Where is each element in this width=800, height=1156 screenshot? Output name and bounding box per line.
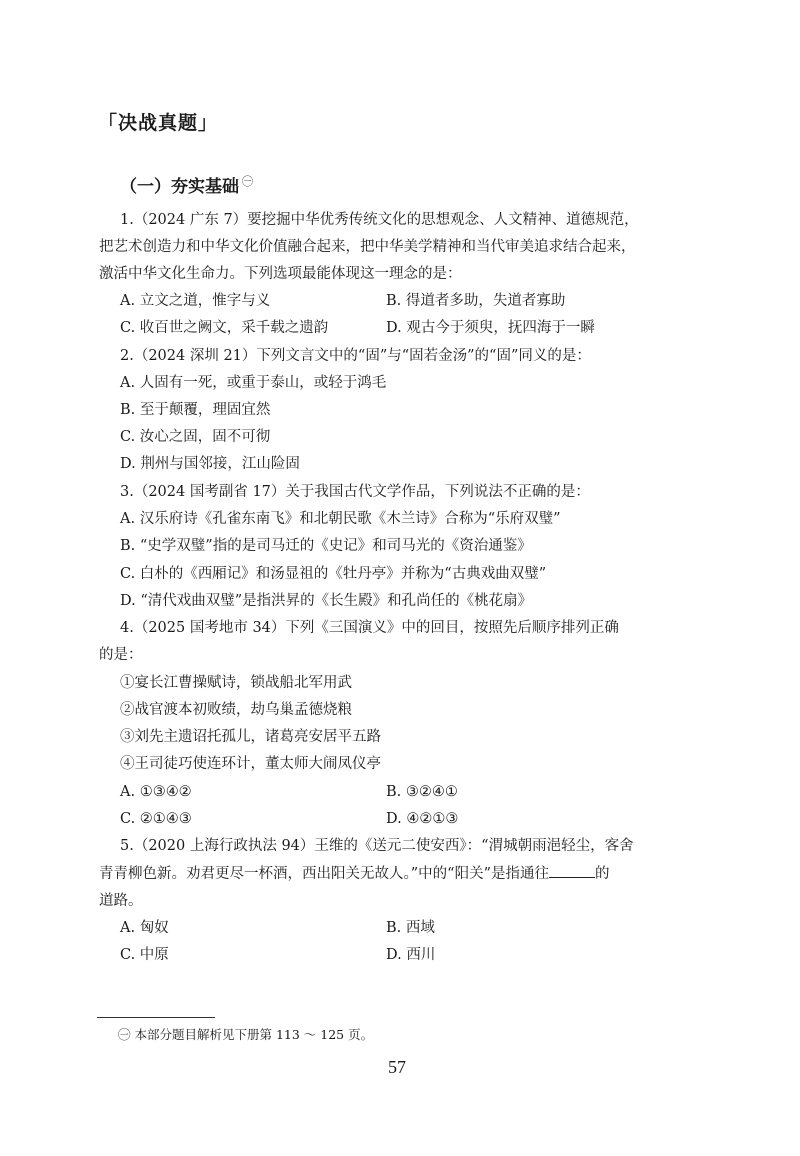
q5-stem-line1: 5.（2020 上海行政执法 94）王维的《送元二使安西》：“渭城朝雨浥轻尘，客舍	[120, 838, 634, 854]
section-title: 「决战真题」	[98, 112, 219, 134]
q1-option-b: B. 得道者多助，失道者寡助	[386, 293, 566, 309]
footnote: ㊀ 本部分题目解析见下册第 113 ～ 125 页。	[118, 1027, 374, 1042]
q5-option-a: A. 匈奴	[120, 920, 169, 936]
q1-option-d: D. 观古今于须臾，抚四海于一瞬	[386, 320, 595, 336]
sub-title	[120, 172, 253, 197]
q4-item-4: ④王司徒巧使连环计，董太师大闹凤仪亭	[120, 756, 381, 772]
footnote-marker: ㊀	[242, 175, 253, 189]
q4-item-2: ②战官渡本初败绩，劫乌巢孟德烧粮	[120, 702, 352, 718]
q2-option-a: A. 人固有一死，或重于泰山，或轻于鸿毛	[120, 375, 387, 391]
q2-option-d: D. 荆州与国邻接，江山险固	[120, 456, 300, 472]
q5-option-b: B. 西域	[386, 920, 435, 936]
q4-option-b: B. ③②④①	[386, 784, 458, 800]
q4-item-3: ③刘先主遗诏托孤儿，诸葛亮安居平五路	[120, 729, 381, 745]
q3-option-a: A. 汉乐府诗《孔雀东南飞》和北朝民歌《木兰诗》合称为“乐府双璧”	[120, 511, 561, 527]
q5-stem-line2-text: 青青柳色新。劝君更尽一杯酒，西出阳关无故人。”中的“阳关”是指通往	[99, 866, 549, 882]
page-number: 57	[388, 1057, 406, 1077]
q1-option-c: C. 收百世之阙文，采千载之遗韵	[120, 320, 329, 336]
q2-option-b: B. 至于颠覆，理固宜然	[120, 402, 271, 418]
q2-option-c: C. 汝心之固，固不可彻	[120, 429, 271, 445]
q1-option-a: A. 立文之道，惟字与义	[120, 293, 271, 309]
sub-title-text: （一）夯实基础	[120, 177, 239, 197]
q1-stem-line3: 激活中华文化生命力。下列选项最能体现这一理念的是：	[99, 266, 462, 282]
answer-blank	[549, 863, 595, 878]
q2-stem: 2.（2024 深圳 21）下列文言文中的“固”与“固若金汤”的“固”同义的是：	[120, 348, 591, 364]
q4-stem-line2: 的是：	[99, 647, 143, 663]
footnote-divider	[97, 1017, 215, 1018]
q3-option-d: D. “清代戏曲双璧”是指洪昇的《长生殿》和孔尚任的《桃花扇》	[120, 593, 533, 609]
q3-option-b: B. “史学双璧”指的是司马迁的《史记》和司马光的《资治通鉴》	[120, 538, 532, 554]
q1-stem-line1: 1.（2024 广东 7）要挖掘中华优秀传统文化的思想观念、人文精神、道德规范，	[120, 212, 639, 228]
q5-option-c: C. 中原	[120, 947, 169, 963]
q3-stem: 3.（2024 国考副省 17）关于我国古代文学作品，下列说法不正确的是：	[120, 484, 590, 500]
q4-stem-line1: 4.（2025 国考地市 34）下列《三国演义》中的回目，按照先后顺序排列正确	[120, 620, 619, 636]
q5-option-d: D. 西川	[386, 947, 436, 963]
q4-item-1: ①宴长江曹操赋诗，锁战船北军用武	[120, 675, 352, 691]
q5-stem-line3: 道路。	[99, 893, 143, 909]
q5-stem-line2	[99, 863, 610, 884]
q5-stem-line2-end: 的	[595, 866, 610, 882]
q1-stem-line2: 把艺术创造力和中华文化价值融合起来，把中华美学精神和当代审美追求结合起来，	[99, 239, 636, 255]
q4-option-a: A. ①③④②	[120, 784, 192, 800]
q4-option-c: C. ②①④③	[120, 811, 192, 827]
q3-option-c: C. 白朴的《西厢记》和汤显祖的《牡丹亭》并称为“古典戏曲双璧”	[120, 566, 547, 582]
q4-option-d: D. ④②①③	[386, 811, 459, 827]
